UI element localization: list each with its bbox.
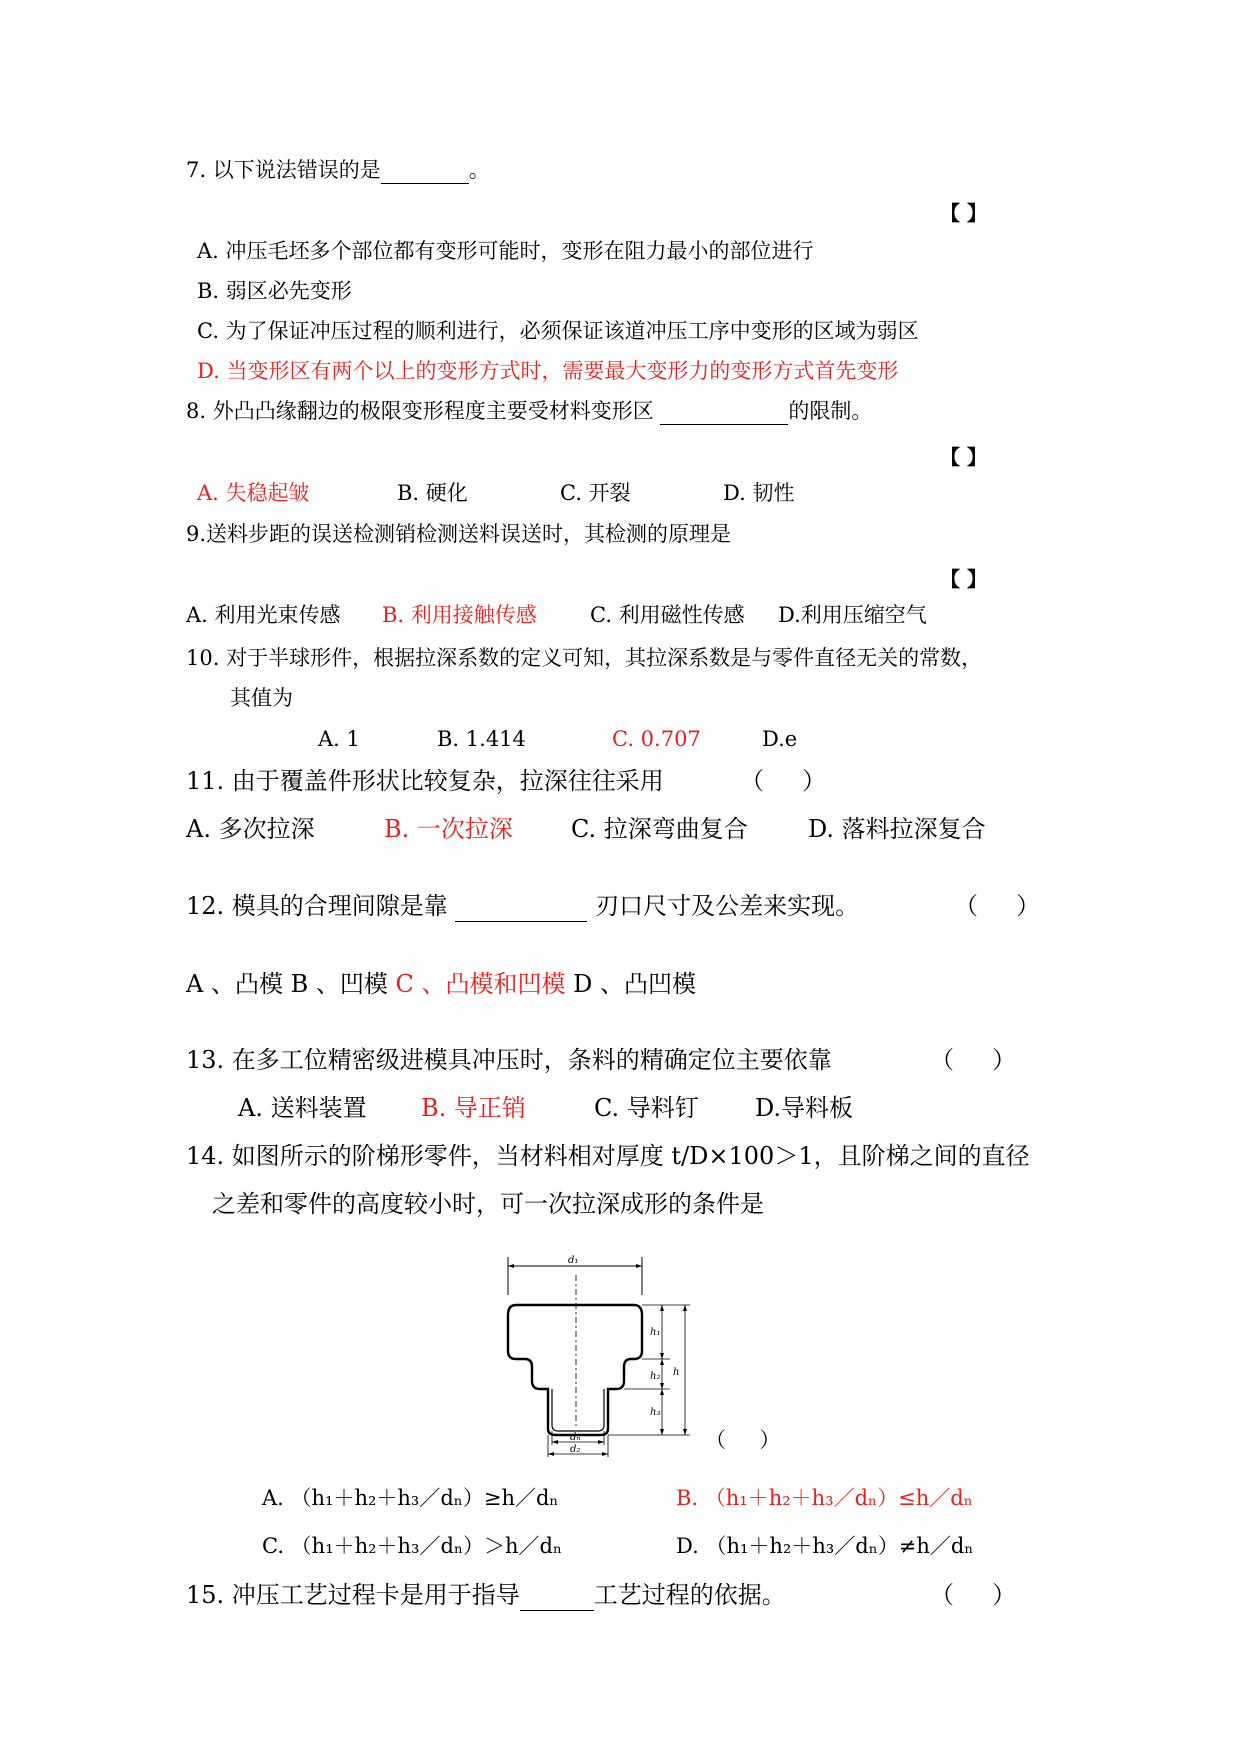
- q15-blank: [520, 1581, 594, 1611]
- q10-option-b: B. 1.414: [437, 727, 526, 751]
- q11-option-b-answer: B. 一次拉深: [384, 815, 513, 843]
- q12-blank: [455, 892, 587, 922]
- figure-label-h2: h₂: [650, 1371, 661, 1382]
- q10-stem-line1: 10. 对于半球形件，根据拉深系数的定义可知，其拉深系数是与零件直径无关的常数，: [186, 646, 983, 670]
- q14-answer-paren: （ ）: [705, 1428, 781, 1452]
- q11-option-d: D. 落料拉深复合: [808, 815, 986, 843]
- q9-option-c: C. 利用磁性传感: [590, 603, 745, 627]
- q12-options: [186, 970, 696, 999]
- figure-label-h1: h₁: [650, 1327, 661, 1338]
- q13-answer-paren: （ ）: [930, 1046, 1017, 1074]
- q10-option-d: D.e: [762, 727, 798, 751]
- figure-label-d2: d₂: [570, 1444, 581, 1455]
- q8-blank: [660, 399, 788, 425]
- q10-option-a: A. 1: [318, 727, 360, 751]
- q14-stem-line2: 之差和零件的高度较小时，可一次拉深成形的条件是: [212, 1190, 764, 1218]
- q7-option-d-answer: D. 当变形区有两个以上的变形方式时，需要最大变形力的变形方式首先变形: [197, 359, 899, 383]
- q9-answer-bracket: 【 】: [940, 567, 987, 591]
- q9-option-d: D.利用压缩空气: [778, 603, 927, 627]
- figure-label-h3: h₃: [650, 1407, 661, 1418]
- q12-option-d: D 、凸凹模: [573, 970, 697, 998]
- q15-stem: 15. 冲压工艺过程卡是用于指导 工艺过程的依据。: [186, 1581, 786, 1609]
- q7-stem: 7. 以下说法错误的是 。: [186, 158, 490, 184]
- q13-option-d: D.导料板: [755, 1094, 854, 1122]
- q11-option-c: C. 拉深弯曲复合: [571, 815, 748, 843]
- figure-label-d1: d₁: [568, 1255, 579, 1266]
- q11-answer-paren: （ ）: [740, 767, 827, 795]
- q13-option-b-answer: B. 导正销: [421, 1094, 526, 1122]
- q12-option-a: A 、凸模: [186, 970, 283, 998]
- q14-option-b-answer: B. （h₁＋h₂＋h₃／dₙ）≤h／dₙ: [676, 1486, 973, 1510]
- q12-stem: 12. 模具的合理间隙是靠 刃口尺寸及公差来实现。: [186, 892, 860, 920]
- q14-stem-line1: 14. 如图所示的阶梯形零件，当材料相对厚度 t/D×100＞1，且阶梯之间的直径: [186, 1142, 1030, 1170]
- q7-answer-bracket: 【 】: [940, 201, 987, 225]
- q8-option-c: C. 开裂: [560, 481, 631, 505]
- q8-stem: 8. 外凸凸缘翻边的极限变形程度主要受材料变形区 的限制。: [186, 399, 872, 425]
- q12-option-b: B 、凹模: [290, 970, 388, 998]
- q12-answer-paren: （ ）: [954, 892, 1041, 920]
- q9-option-a: A. 利用光束传感: [186, 603, 341, 627]
- q9-option-b-answer: B. 利用接触传感: [382, 603, 537, 627]
- q8-answer-bracket: 【 】: [940, 445, 987, 469]
- q11-stem: 11. 由于覆盖件形状比较复杂，拉深往往采用: [186, 767, 664, 795]
- q7-blank: [381, 158, 469, 184]
- q13-stem: 13. 在多工位精密级进模具冲压时，条料的精确定位主要依靠: [186, 1046, 832, 1074]
- q10-stem-line2: 其值为: [230, 686, 293, 710]
- q7-option-a: A. 冲压毛坯多个部位都有变形可能时，变形在阻力最小的部位进行: [197, 239, 814, 263]
- q8-option-a-answer: A. 失稳起皱: [197, 481, 310, 505]
- q13-option-a: A. 送料装置: [238, 1094, 367, 1122]
- q14-option-a: A. （h₁＋h₂＋h₃／dₙ）≥h／dₙ: [262, 1486, 559, 1510]
- q8-option-b: B. 硬化: [397, 481, 468, 505]
- figure-label-h: h: [673, 1367, 680, 1378]
- q15-answer-paren: （ ）: [930, 1581, 1017, 1609]
- q10-option-c-answer: C. 0.707: [612, 727, 701, 751]
- q7-option-c: C. 为了保证冲压过程的顺利进行，必须保证该道冲压工序中变形的区域为弱区: [197, 319, 919, 343]
- q14-option-c: C. （h₁＋h₂＋h₃／dₙ）＞h／dₙ: [262, 1534, 563, 1558]
- q9-stem: 9.送料步距的误送检测销检测送料误送时，其检测的原理是: [186, 522, 732, 546]
- q7-option-b: B. 弱区必先变形: [197, 279, 352, 303]
- figure-label-dn: dₙ: [570, 1432, 581, 1443]
- stepped-part-figure: [490, 1245, 705, 1455]
- q13-option-c: C. 导料钉: [594, 1094, 699, 1122]
- q8-option-d: D. 韧性: [723, 481, 795, 505]
- q12-option-c-answer: C 、凸模和凹模: [395, 970, 566, 998]
- q14-option-d: D. （h₁＋h₂＋h₃／dₙ）≠h／dₙ: [676, 1534, 974, 1558]
- q11-option-a: A. 多次拉深: [186, 815, 315, 843]
